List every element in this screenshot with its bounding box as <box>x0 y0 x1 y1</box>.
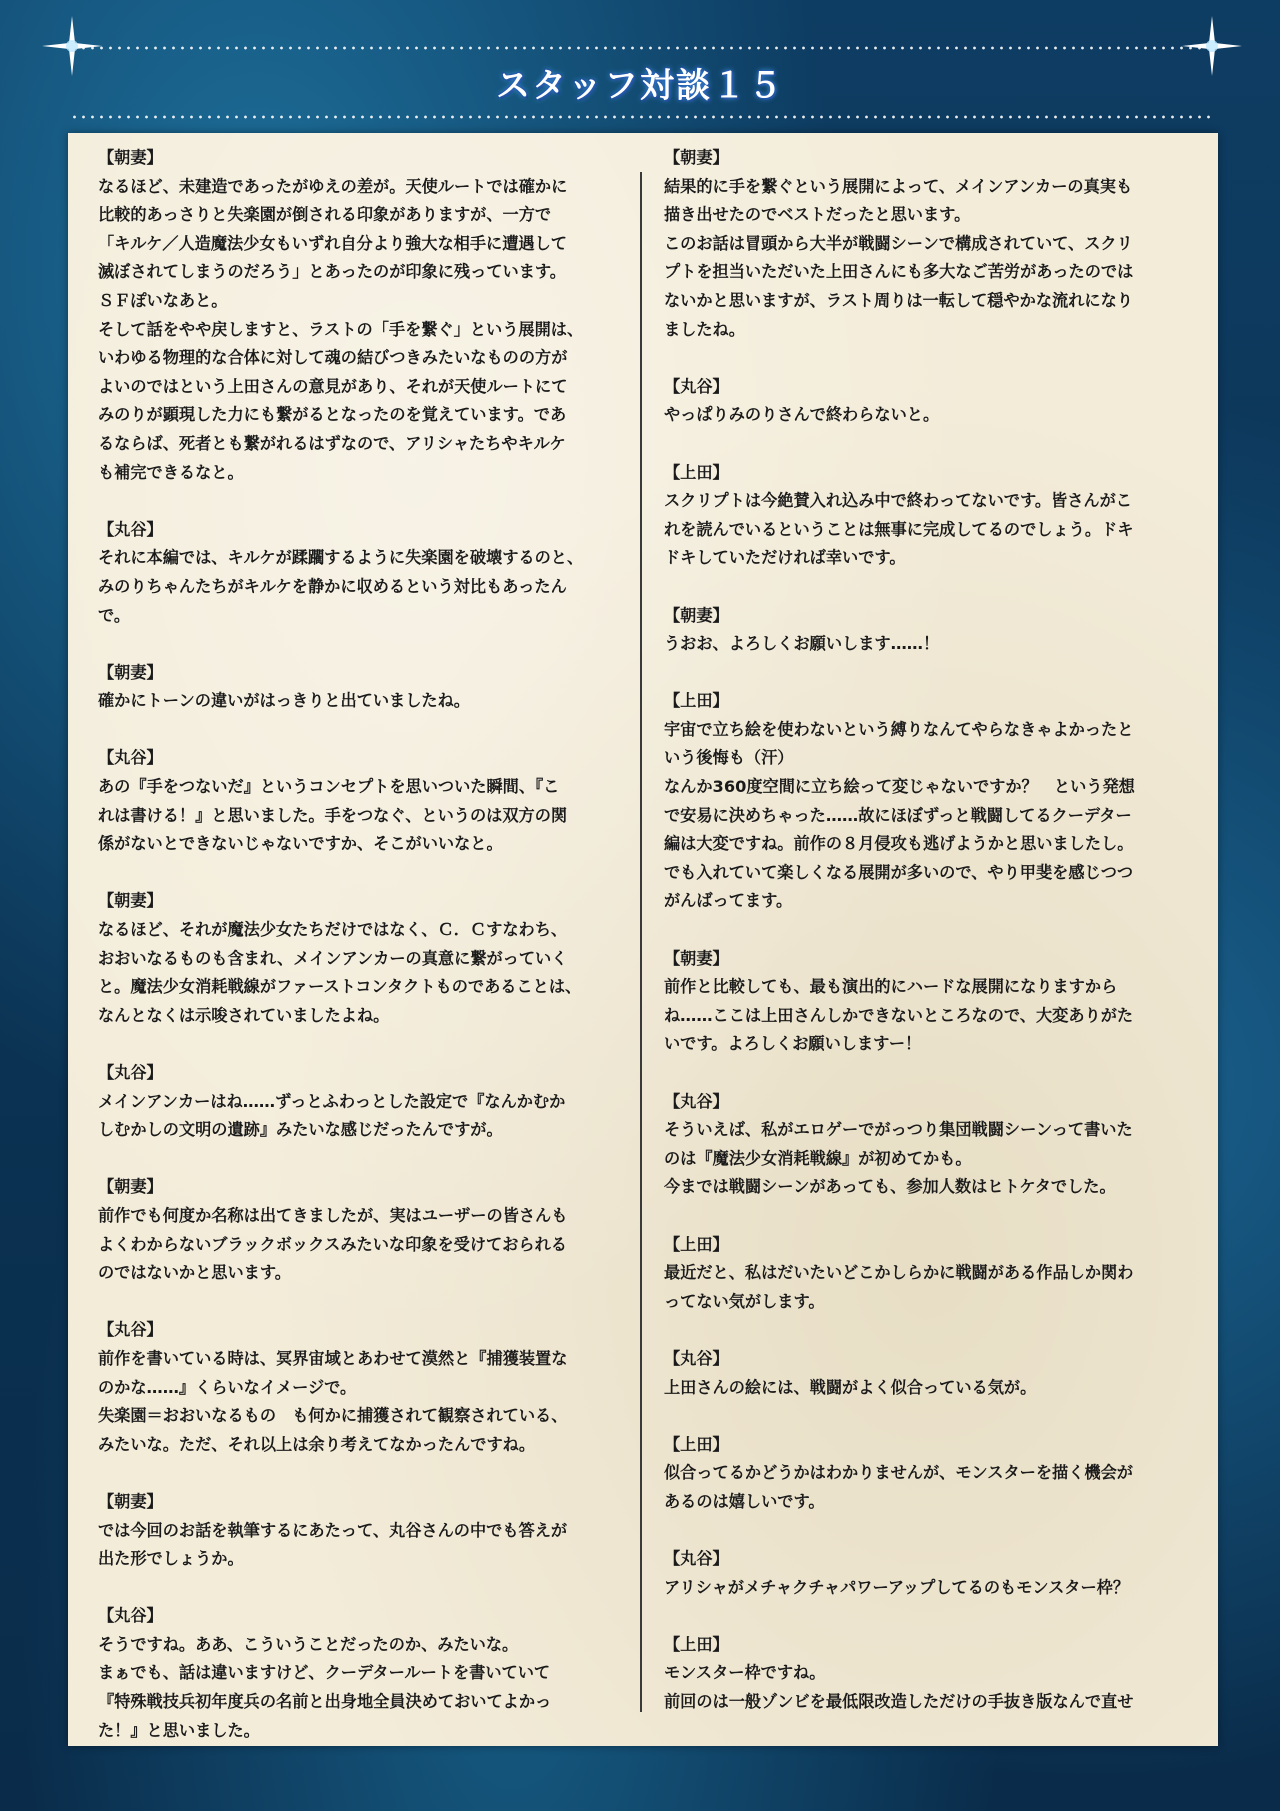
text-line: 似合ってるかどうかはわかりませんが、モンスターを描く機会が <box>664 1463 1133 1483</box>
text-line: なんか360度空間に立ち絵って変じゃないですか？ という発想 <box>664 777 1135 797</box>
text-line: モンスター枠ですね。 <box>664 1663 826 1683</box>
text-line: 【丸谷】 <box>98 1606 163 1626</box>
text-line: ないかと思いますが、ラスト周りは一転して穏やかな流れになり <box>664 290 1133 310</box>
text-line: 【丸谷】 <box>664 1348 729 1368</box>
text-line: 【上田】 <box>664 1634 729 1654</box>
text-line: それに本編では、キルケが蹂躙するように失楽園を破壊するのと、 <box>98 548 584 568</box>
text-line: よいのではという上田さんの意見があり、それが天使ルートにて <box>98 376 568 396</box>
text-line: 【丸谷】 <box>98 519 163 539</box>
text-line: 前作を書いている時は、冥界宙域とあわせて漠然と『捕獲装置な <box>98 1348 568 1368</box>
text-line: いわゆる物理的な合体に対して魂の結びつきみたいなものの方が <box>98 348 568 368</box>
text-line <box>664 344 1194 373</box>
text-line <box>664 1402 1194 1431</box>
text-line: そうですね。ああ、こういうことだったのか、みたいな。 <box>98 1634 519 1654</box>
text-line <box>98 1459 628 1488</box>
text-line: のは『魔法少女消耗戦線』が初めてかも。 <box>664 1148 972 1168</box>
text-line: みのりちゃんたちがキルケを静かに収めるという対比もあったん <box>98 576 567 596</box>
text-line: 【丸谷】 <box>664 1549 729 1569</box>
text-line <box>664 1517 1194 1546</box>
text-line: と。魔法少女消耗戦線がファーストコンタクトものであることは、 <box>98 977 582 997</box>
text-line <box>664 659 1194 688</box>
text-line: 比較的あっさりと失楽園が倒される印象がありますが、一方で <box>98 205 552 225</box>
text-line: 上田さんの絵には、戦闘がよく似合っている気が。 <box>664 1377 1037 1397</box>
text-line: 【丸谷】 <box>664 1091 729 1111</box>
text-line: アリシャがメチャクチャパワーアップしてるのもモンスター枠？ <box>664 1577 1130 1597</box>
text-line: このお話は冒頭から大半が戦闘シーンで構成されていて、スクリ <box>664 233 1133 253</box>
text-line <box>664 430 1194 459</box>
text-line: 【朝妻】 <box>98 891 163 911</box>
top-dotted-border <box>70 45 1210 51</box>
text-line: では今回のお話を執筆するにあたって、丸谷さんの中でも答えが <box>98 1520 568 1540</box>
text-line: れを読んでいるということは無事に完成してるのでしょう。ドキ <box>664 519 1134 539</box>
text-line: 【朝妻】 <box>98 1491 163 1511</box>
text-line: 描き出せたのでベストだったと思います。 <box>664 205 971 225</box>
text-line: そういえば、私がエロゲーでがっつり集団戦闘シーンって書いた <box>664 1120 1133 1140</box>
left-column <box>98 144 628 1745</box>
text-line <box>98 1288 628 1317</box>
text-line: 宇宙で立ち絵を使わないという縛りなんてやらなきゃよかったと <box>664 719 1134 739</box>
text-line: なるほど、未建造であったがゆえの差が。天使ルートでは確かに <box>98 176 568 196</box>
text-line: るならば、死者とも繋がれるはずなので、アリシャたちやキルケ <box>98 433 566 453</box>
text-line: ってない気がします。 <box>664 1291 825 1311</box>
text-line: 滅ぼされてしまうのだろう」とあったのが印象に残っています。 <box>98 262 566 282</box>
text-line <box>98 859 628 888</box>
text-line: なるほど、それが魔法少女たちだけではなく、Ｃ．Ｃすなわち、 <box>98 920 568 940</box>
text-line: 編は大変ですね。前作の８月侵攻も逃げようかと思いましたし。 <box>664 834 1134 854</box>
text-line: おおいなるものも含まれ、メインアンカーの真意に繋がっていく <box>98 948 568 968</box>
text-line: よくわからないブラックボックスみたいな印象を受けておられる <box>98 1234 567 1254</box>
text-line: いです。よろしくお願いしますー！ <box>664 1034 922 1054</box>
text-line: 失楽園＝おおいなるもの も何かに捕獲されて観察されている、 <box>98 1406 568 1426</box>
text-line: 『特殊戦技兵初年度兵の名前と出身地全員決めておいてよかっ <box>98 1692 552 1712</box>
text-line: 最近だと、私はだいたいどこかしらかに戦闘がある作品しか関わ <box>664 1263 1134 1283</box>
text-line: 前作と比較しても、最も演出的にハードな展開になりますから <box>664 977 1118 997</box>
text-line: れは書ける！』と思いました。手をつなぐ、というのは双方の関 <box>98 805 568 825</box>
text-line: でも入れていて楽しくなる展開が多いので、やり甲斐を感じつつ <box>664 862 1134 882</box>
text-line: 前回のは一般ゾンビを最低限改造しただけの手抜き版なんで直せ <box>664 1692 1134 1712</box>
text-line <box>664 916 1194 945</box>
text-line <box>664 573 1194 602</box>
text-line: がんばってます。 <box>664 891 793 911</box>
text-line: 【朝妻】 <box>98 1177 163 1197</box>
text-line: そして話をやや戻しますと、ラストの「手を繋ぐ」という展開は、 <box>98 319 584 339</box>
text-line <box>98 716 628 745</box>
text-line: やっぱりみのりさんで終わらないと。 <box>664 405 940 425</box>
text-line: 係がないとできないじゃないですか、そこがいいなと。 <box>98 834 503 854</box>
text-line: 【朝妻】 <box>664 948 729 968</box>
text-line: 【丸谷】 <box>664 376 729 396</box>
text-line: ね……ここは上田さんしかできないところなので、大変ありがた <box>664 1005 1134 1025</box>
right-column <box>664 144 1194 1717</box>
text-line: で。 <box>98 605 131 625</box>
text-line <box>98 1145 628 1174</box>
text-line: しむかしの文明の遺跡』みたいな感じだったんですが。 <box>98 1120 503 1140</box>
text-line <box>98 1574 628 1603</box>
text-line: まぁでも、話は違いますけど、クーデタールートを書いていて <box>98 1663 551 1683</box>
text-line: いう後悔も（汗） <box>664 748 794 768</box>
text-line: 【朝妻】 <box>98 662 163 682</box>
text-line: 【朝妻】 <box>98 148 163 167</box>
text-line: なんとなくは示唆されていましたよね。 <box>98 1005 390 1025</box>
text-line: 今までは戦闘シーンがあっても、参加人数はヒトケタでした。 <box>664 1177 1116 1197</box>
column-divider <box>640 172 642 1712</box>
text-line: ましたね。 <box>664 319 745 339</box>
text-line: 【上田】 <box>664 1434 729 1454</box>
text-line: みたいな。ただ、それ以上は余り考えてなかったんですね。 <box>98 1434 536 1454</box>
text-line: 確かにトーンの違いがはっきりと出ていましたね。 <box>98 691 470 711</box>
text-line: 【丸谷】 <box>98 1063 163 1082</box>
text-line: も補完できるなと。 <box>98 462 244 482</box>
text-line: た！』と思いました。 <box>98 1720 260 1740</box>
text-line: ドキしていただければ幸いです。 <box>664 548 906 568</box>
text-line: みのりが顕現した力にも繋がるとなったのを覚えています。であ <box>98 405 567 425</box>
text-line: メインアンカーはね……ずっとふわっとした設定で『なんかむか <box>98 1091 566 1111</box>
text-line: ＳＦぽいなあと。 <box>98 290 228 310</box>
text-line <box>664 1059 1194 1088</box>
text-line: 前作でも何度か名称は出てきましたが、実はユーザーの皆さんも <box>98 1205 568 1225</box>
text-line <box>98 1030 628 1059</box>
bottom-dotted-border <box>70 114 1210 120</box>
text-line: で安易に決めちゃった……故にほぼずっと戦闘してるクーデター <box>664 805 1132 825</box>
page-title: スタッフ対談１５ <box>496 66 784 106</box>
text-line <box>664 1316 1194 1345</box>
text-line: 出た形でしょうか。 <box>98 1549 244 1569</box>
text-line: のではないかと思います。 <box>98 1263 291 1283</box>
text-line: あるのは嬉しいです。 <box>664 1491 825 1511</box>
text-line <box>98 630 628 659</box>
text-line: 結果的に手を繋ぐという展開によって、メインアンカーの真実も <box>664 176 1133 196</box>
text-line <box>664 1602 1194 1631</box>
text-line: 【丸谷】 <box>98 748 163 768</box>
text-line: 【丸谷】 <box>98 1320 163 1340</box>
text-line: 【上田】 <box>664 1234 729 1254</box>
text-line <box>664 1202 1194 1231</box>
text-line: 【朝妻】 <box>664 605 729 625</box>
text-line: 【上田】 <box>664 691 729 711</box>
text-line: スクリプトは今絶賛入れ込み中で終わってないです。皆さんがこ <box>664 491 1132 511</box>
text-line: 「キルケ／人造魔法少女もいずれ自分より強大な相手に遭遇して <box>98 233 567 253</box>
text-line: 【上田】 <box>664 462 729 482</box>
header-banner <box>0 0 1280 130</box>
text-line: プトを担当いただいた上田さんにも多大なご苦労があったのでは <box>664 262 1134 282</box>
text-line <box>98 487 628 516</box>
text-line: あの『手をつないだ』というコンセプトを思いついた瞬間、『こ <box>98 777 560 797</box>
text-line: 【朝妻】 <box>664 148 729 167</box>
text-line: のかな……』くらいなイメージで。 <box>98 1377 357 1397</box>
text-line: うおお、よろしくお願いします……！ <box>664 634 940 654</box>
